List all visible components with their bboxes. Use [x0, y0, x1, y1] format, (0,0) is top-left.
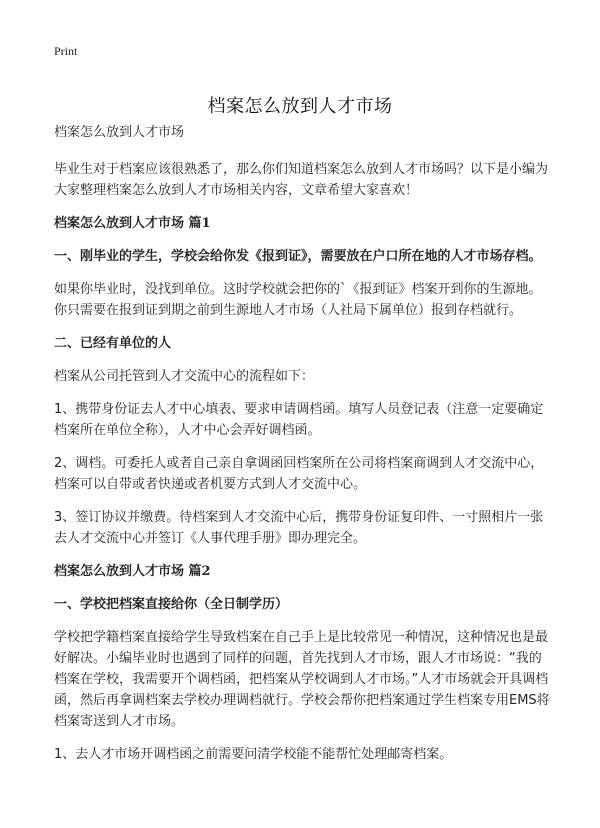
section-heading-part1: 档案怎么放到人才市场 篇1	[54, 216, 211, 231]
part1-step-2: 2、调档。可委托人或者自己亲自拿调函回档案所在公司将档案商调到人才交流中心，档案可以自带或者快递或者机要方式到人才交流中心。	[54, 456, 544, 492]
part1-step-3: 3、签订协议并缴费。待档案到人才交流中心后，携带身份证复印件、一寸照相片一张去人才交流中心并签订《人事代理手册》即办理完全。	[54, 510, 544, 546]
intro-paragraph: 毕业生对于档案应该很熟悉了，那么你们知道档案怎么放到人才市场吗？以下是小编为大家整理档案怎么放到人才市场相关内容，文章希望大家喜欢！	[54, 162, 549, 198]
article-body	[54, 122, 554, 765]
part2-paragraph-1: 学校把学籍档案直接给学生导致档案在自己手上是比较常见一种情况，这种情况也是最好解决。小编毕业时也遇到了同样的问题，首先找到人才市场，跟人才市场说：“我的档案在学校，我需要开个调档函，把档案从学校调到人才市场。”人才市场就会开具调档函，然后再拿调档案去学校办理调档就行。学校会帮你把档案通过学生档案专用EMS将档案寄送到人才市场。	[54, 630, 550, 729]
part1-subheading-2: 二、已经有单位的人	[54, 336, 172, 351]
page-title: 档案怎么放到人才市场	[207, 96, 393, 118]
part1-step-1: 1、携带身份证去人才中心填表、要求申请调档函。填写人员登记表（注意一定要确定档案所在单位全称），人才中心会弄好调档函。	[54, 402, 544, 438]
part1-paragraph-1: 如果你毕业时，没找到单位。这时学校就会把你的`《报到证》档案开到你的生源地。你只需要在报到证到期之前到生源地人才市场（人社局下属单位）报到存档就行。	[54, 282, 542, 318]
article-subtitle: 档案怎么放到人才市场	[54, 125, 185, 140]
section-heading-part2: 档案怎么放到人才市场 篇2	[54, 564, 211, 579]
part2-subheading-1: 一、学校把档案直接给你（全日制学历）	[54, 597, 289, 612]
part2-step-1: 1、去人才市场开调档函之前需要问清学校能不能帮忙处理邮寄档案。	[54, 747, 453, 762]
part1-paragraph-2: 档案从公司托管到人才交流中心的流程如下：	[54, 369, 315, 384]
part1-subheading-1: 一、刚毕业的学生，学校会给你发《报到证》，需要放在户口所在地的人才市场存档。	[54, 249, 542, 264]
print-link[interactable]: Print	[54, 44, 78, 58]
